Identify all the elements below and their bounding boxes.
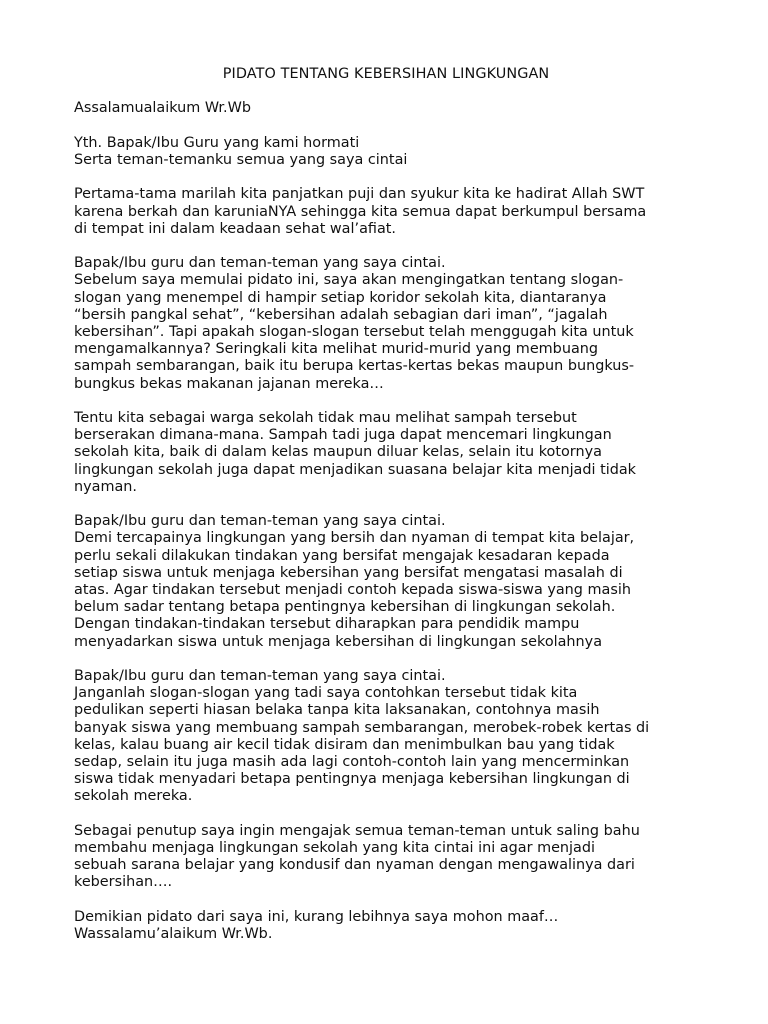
text-line: karena berkah dan karuniaNYA sehingga kita semua dapat berkumpul bersama <box>74 203 647 220</box>
text-line: kebersihan…. <box>74 874 173 891</box>
text-line: Assalamualaikum Wr.Wb <box>74 100 251 117</box>
paragraph <box>74 186 698 238</box>
document-body <box>74 100 698 943</box>
paragraph <box>74 135 698 169</box>
paragraph <box>74 668 698 806</box>
text-line: banyak siswa yang membuang sampah sembarangan, merobek-robek kertas di <box>74 719 650 736</box>
text-line: sekolah mereka. <box>74 788 193 805</box>
text-line: Bapak/Ibu guru dan teman-teman yang saya cintai. <box>74 513 446 530</box>
text-line: Bapak/Ibu guru dan teman-teman yang saya cintai. <box>74 668 446 684</box>
paragraph <box>74 410 698 496</box>
text-line: “bersih pangkal sehat”, “kebersihan adalah sebagian dari iman”, “jagalah <box>74 306 608 323</box>
text-line: sedap, selain itu juga masih ada lagi contoh-contoh lain yang mencerminkan <box>74 754 630 771</box>
text-line: siswa tidak menyadari betapa pentingnya menjaga kebersihan lingkungan di <box>74 771 630 788</box>
text-line: kelas, kalau buang air kecil tidak disiram dan menimbulkan bau yang tidak <box>74 736 615 753</box>
text-line: Serta teman-temanku semua yang saya cintai <box>74 151 408 168</box>
text-line: pedulikan seperti hiasan belaka tanpa kita laksanakan, contohnya masih <box>74 702 600 719</box>
text-line: Sebelum saya memulai pidato ini, saya akan mengingatkan tentang slogan- <box>74 272 624 289</box>
text-line: Tentu kita sebagai warga sekolah tidak mau melihat sampah tersebut <box>74 409 577 426</box>
text-line: mengamalkannya? Seringkali kita melihat murid-murid yang membuang <box>74 341 599 358</box>
text-line: Wassalamu’alaikum Wr.Wb. <box>74 926 273 943</box>
text-line: sampah sembarangan, baik itu berupa kertas-kertas bekas maupun bungkus- <box>74 358 635 375</box>
text-line: Pertama-tama marilah kita panjatkan puji dan syukur kita ke hadirat Allah SWT <box>74 186 645 203</box>
text-line: Janganlah slogan-slogan yang tadi saya contohkan tersebut tidak kita <box>74 685 578 702</box>
text-line: sebuah sarana belajar yang kondusif dan nyaman dengan mengawalinya dari <box>74 857 635 874</box>
text-line: menyadarkan siswa untuk menjaga kebersihan di lingkungan sekolahnya <box>74 633 603 650</box>
paragraph <box>74 255 698 393</box>
text-line: Demi tercapainya lingkungan yang bersih dan nyaman di tempat kita belajar, <box>74 530 635 547</box>
text-line: lingkungan sekolah juga dapat menjadikan suasana belajar kita menjadi tidak <box>74 461 637 478</box>
paragraph <box>74 823 698 892</box>
text-line: nyaman. <box>74 478 137 495</box>
text-line: Demikian pidato dari saya ini, kurang lebihnya saya mohon maaf… <box>74 908 559 925</box>
text-line: Yth. Bapak/Ibu Guru yang kami hormati <box>74 134 360 151</box>
text-line: atas. Agar tindakan tersebut menjadi contoh kepada siswa-siswa yang masih <box>74 582 631 598</box>
paragraph <box>74 513 698 651</box>
text-line: sekolah kita, baik di dalam kelas maupun diluar kelas, selain itu kotornya <box>74 444 602 461</box>
paragraph <box>74 100 698 117</box>
text-line: belum sadar tentang betapa pentingnya kebersihan di lingkungan sekolah. <box>74 599 616 616</box>
paragraph <box>74 909 698 943</box>
text-line: kebersihan”. Tapi apakah slogan-slogan tersebut telah menggugah kita untuk <box>74 323 634 340</box>
text-line: di tempat ini dalam keadaan sehat wal’afiat. <box>74 220 396 237</box>
document-page <box>74 66 698 960</box>
text-line: Dengan tindakan-tindakan tersebut diharapkan para pendidik mampu <box>74 616 580 633</box>
text-line: setiap siswa untuk menjaga kebersihan yang bersifat mengatasi masalah di <box>74 564 623 581</box>
text-line: membahu menjaga lingkungan sekolah yang kita cintai ini agar menjadi <box>74 840 596 857</box>
text-line: perlu sekali dilakukan tindakan yang bersifat mengajak kesadaran kepada <box>74 547 610 564</box>
text-line: Bapak/Ibu guru dan teman-teman yang saya cintai. <box>74 255 446 272</box>
text-line: slogan yang menempel di hampir setiap koridor sekolah kita, diantaranya <box>74 289 607 306</box>
text-line: berserakan dimana-mana. Sampah tadi juga dapat mencemari lingkungan <box>74 427 612 444</box>
text-line: bungkus bekas makanan jajanan mereka… <box>74 375 384 392</box>
text-line: Sebagai penutup saya ingin mengajak semua teman-teman untuk saling bahu <box>74 822 640 839</box>
document-title: PIDATO TENTANG KEBERSIHAN LINGKUNGAN <box>222 66 550 82</box>
